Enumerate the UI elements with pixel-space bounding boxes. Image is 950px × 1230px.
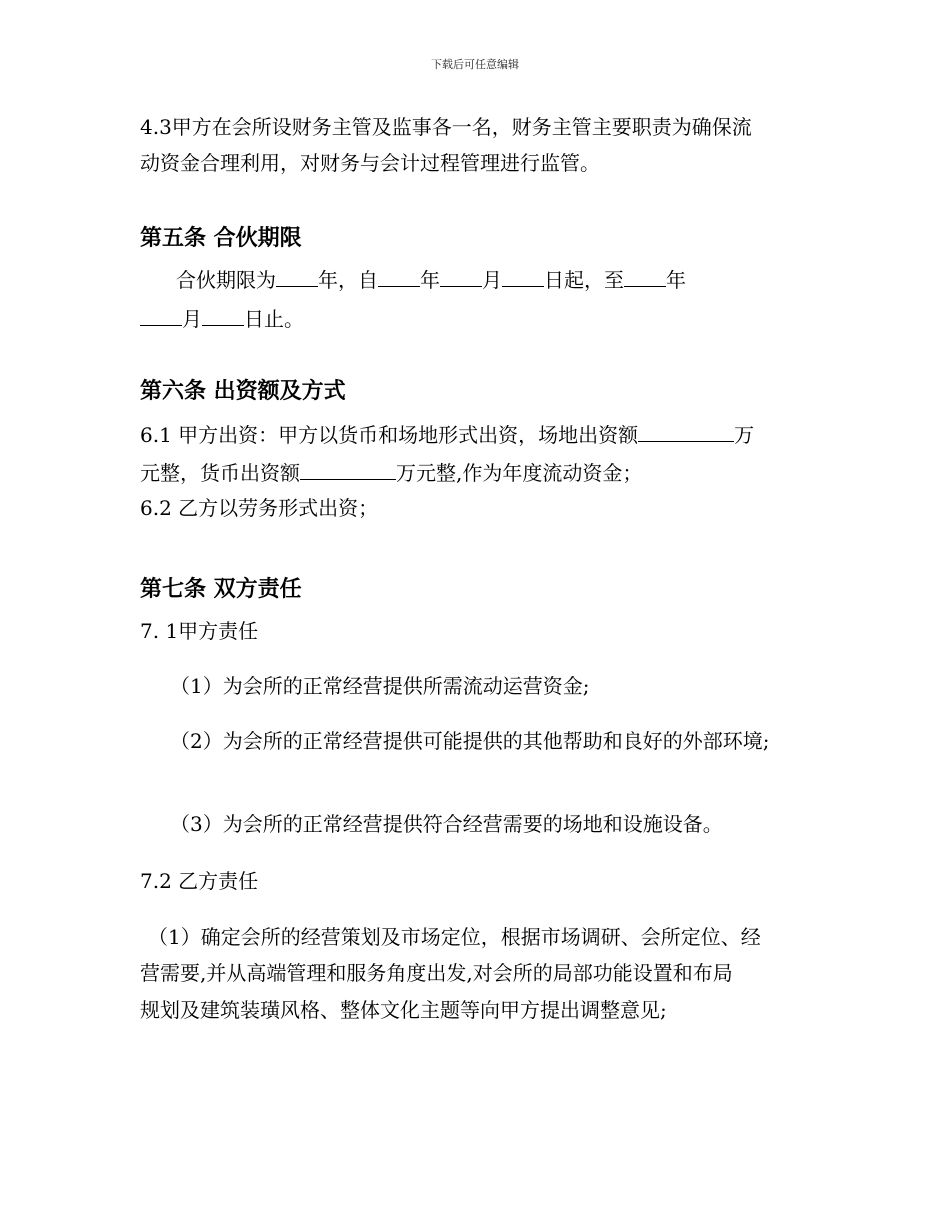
- blank-start-month[interactable]: [440, 266, 482, 287]
- party-b-duty-1-line-3: 规划及建筑装璜风格、整体文化主题等向甲方提出调整意见;: [140, 998, 667, 1022]
- blank-cash-capital[interactable]: [300, 459, 396, 480]
- clause-7-2-title: 7.2 乙方责任: [140, 869, 259, 893]
- term-text: 年: [666, 268, 686, 292]
- clause-text: 万: [734, 423, 755, 447]
- term-text: 月: [182, 307, 202, 331]
- term-text: 年，自: [318, 268, 378, 292]
- article-7-heading: 第七条 双方责任: [140, 577, 302, 602]
- blank-start-day[interactable]: [502, 266, 544, 287]
- article-6-heading: 第六条 出资额及方式: [140, 379, 346, 404]
- clause-4-3-line-2: 动资金合理利用，对财务与会计过程管理进行监管。: [140, 151, 600, 175]
- blank-site-capital[interactable]: [638, 421, 734, 442]
- party-a-duty-1: （1）为会所的正常经营提供所需流动运营资金;: [170, 674, 590, 698]
- term-text: 合伙期限为: [176, 268, 276, 292]
- article-5-heading: 第五条 合伙期限: [140, 226, 302, 251]
- clause-6-1-line-2: [140, 459, 642, 486]
- term-text: 日止。: [244, 307, 304, 331]
- blank-end-day[interactable]: [202, 305, 244, 326]
- blank-end-year[interactable]: [624, 266, 666, 287]
- clause-6-2: 6.2 乙方以劳务形式出资；: [140, 496, 379, 520]
- term-text: 日起，至: [544, 268, 624, 292]
- blank-years[interactable]: [276, 266, 318, 287]
- party-a-duty-3: （3）为会所的正常经营提供符合经营需要的场地和设施设备。: [170, 812, 723, 836]
- clause-text: 6.1 甲方出资：甲方以货币和场地形式出资，场地出资额: [140, 423, 639, 447]
- term-text: 月: [482, 268, 502, 292]
- clause-6-1-line-1: [140, 421, 754, 448]
- blank-end-month[interactable]: [140, 305, 182, 326]
- header-note: 下载后可任意编辑: [431, 58, 519, 71]
- blank-start-year[interactable]: [378, 266, 420, 287]
- party-b-duty-1-line-1: （1）确定会所的经营策划及市场定位，根据市场调研、会所定位、经: [148, 925, 761, 949]
- party-a-duty-2: （2）为会所的正常经营提供可能提供的其他帮助和良好的外部环境;: [170, 729, 770, 753]
- party-b-duty-1-line-2: 营需要,并从高端管理和服务角度出发,对会所的局部功能设置和布局: [140, 961, 733, 985]
- term-text: 年: [420, 268, 440, 292]
- clause-7-1-title: 7. 1甲方责任: [140, 619, 259, 643]
- term-line-1: [176, 266, 686, 293]
- clause-text: 万元整,作为年度流动资金；: [396, 461, 643, 485]
- clause-4-3-line-1: 4.3甲方在会所设财务主管及监事各一名，财务主管主要职责为确保流: [140, 115, 752, 139]
- clause-text: 元整，货币出资额: [140, 461, 300, 485]
- term-line-2: [140, 305, 304, 332]
